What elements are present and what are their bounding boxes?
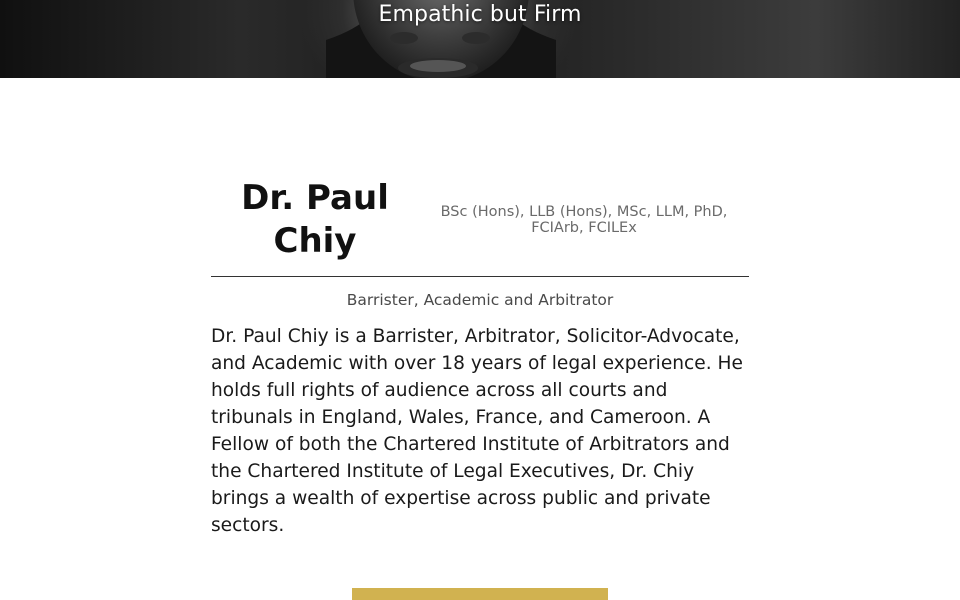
profile-credentials: BSc (Hons), LLB (Hons), MSc, LLM, PhD, FCIArb, FCILEx	[440, 204, 728, 236]
profile-name: Dr. Paul Chiy	[241, 178, 389, 261]
profile-bio: Dr. Paul Chiy is a Barrister, Arbitrator, Solicitor-Advocate, and Academic with over 18 years of legal experience. He holds full rights of audience across all courts and tribunals in England, Wales, France, and Cameroon. A Fellow of both the Chartered Institute of Arbitrators and the Chartered Institute of Legal Executives, Dr. Chiy brings a wealth of expertise across public and private sectors.	[211, 326, 743, 536]
profile-card	[211, 170, 749, 558]
divider	[211, 276, 749, 277]
profile-role: Barrister, Academic and Arbitrator	[346, 291, 614, 309]
hero-banner	[0, 0, 960, 78]
profile-header	[211, 170, 749, 270]
cta-button[interactable]	[352, 588, 608, 600]
hero-tagline: Empathic but Firm	[378, 2, 582, 27]
